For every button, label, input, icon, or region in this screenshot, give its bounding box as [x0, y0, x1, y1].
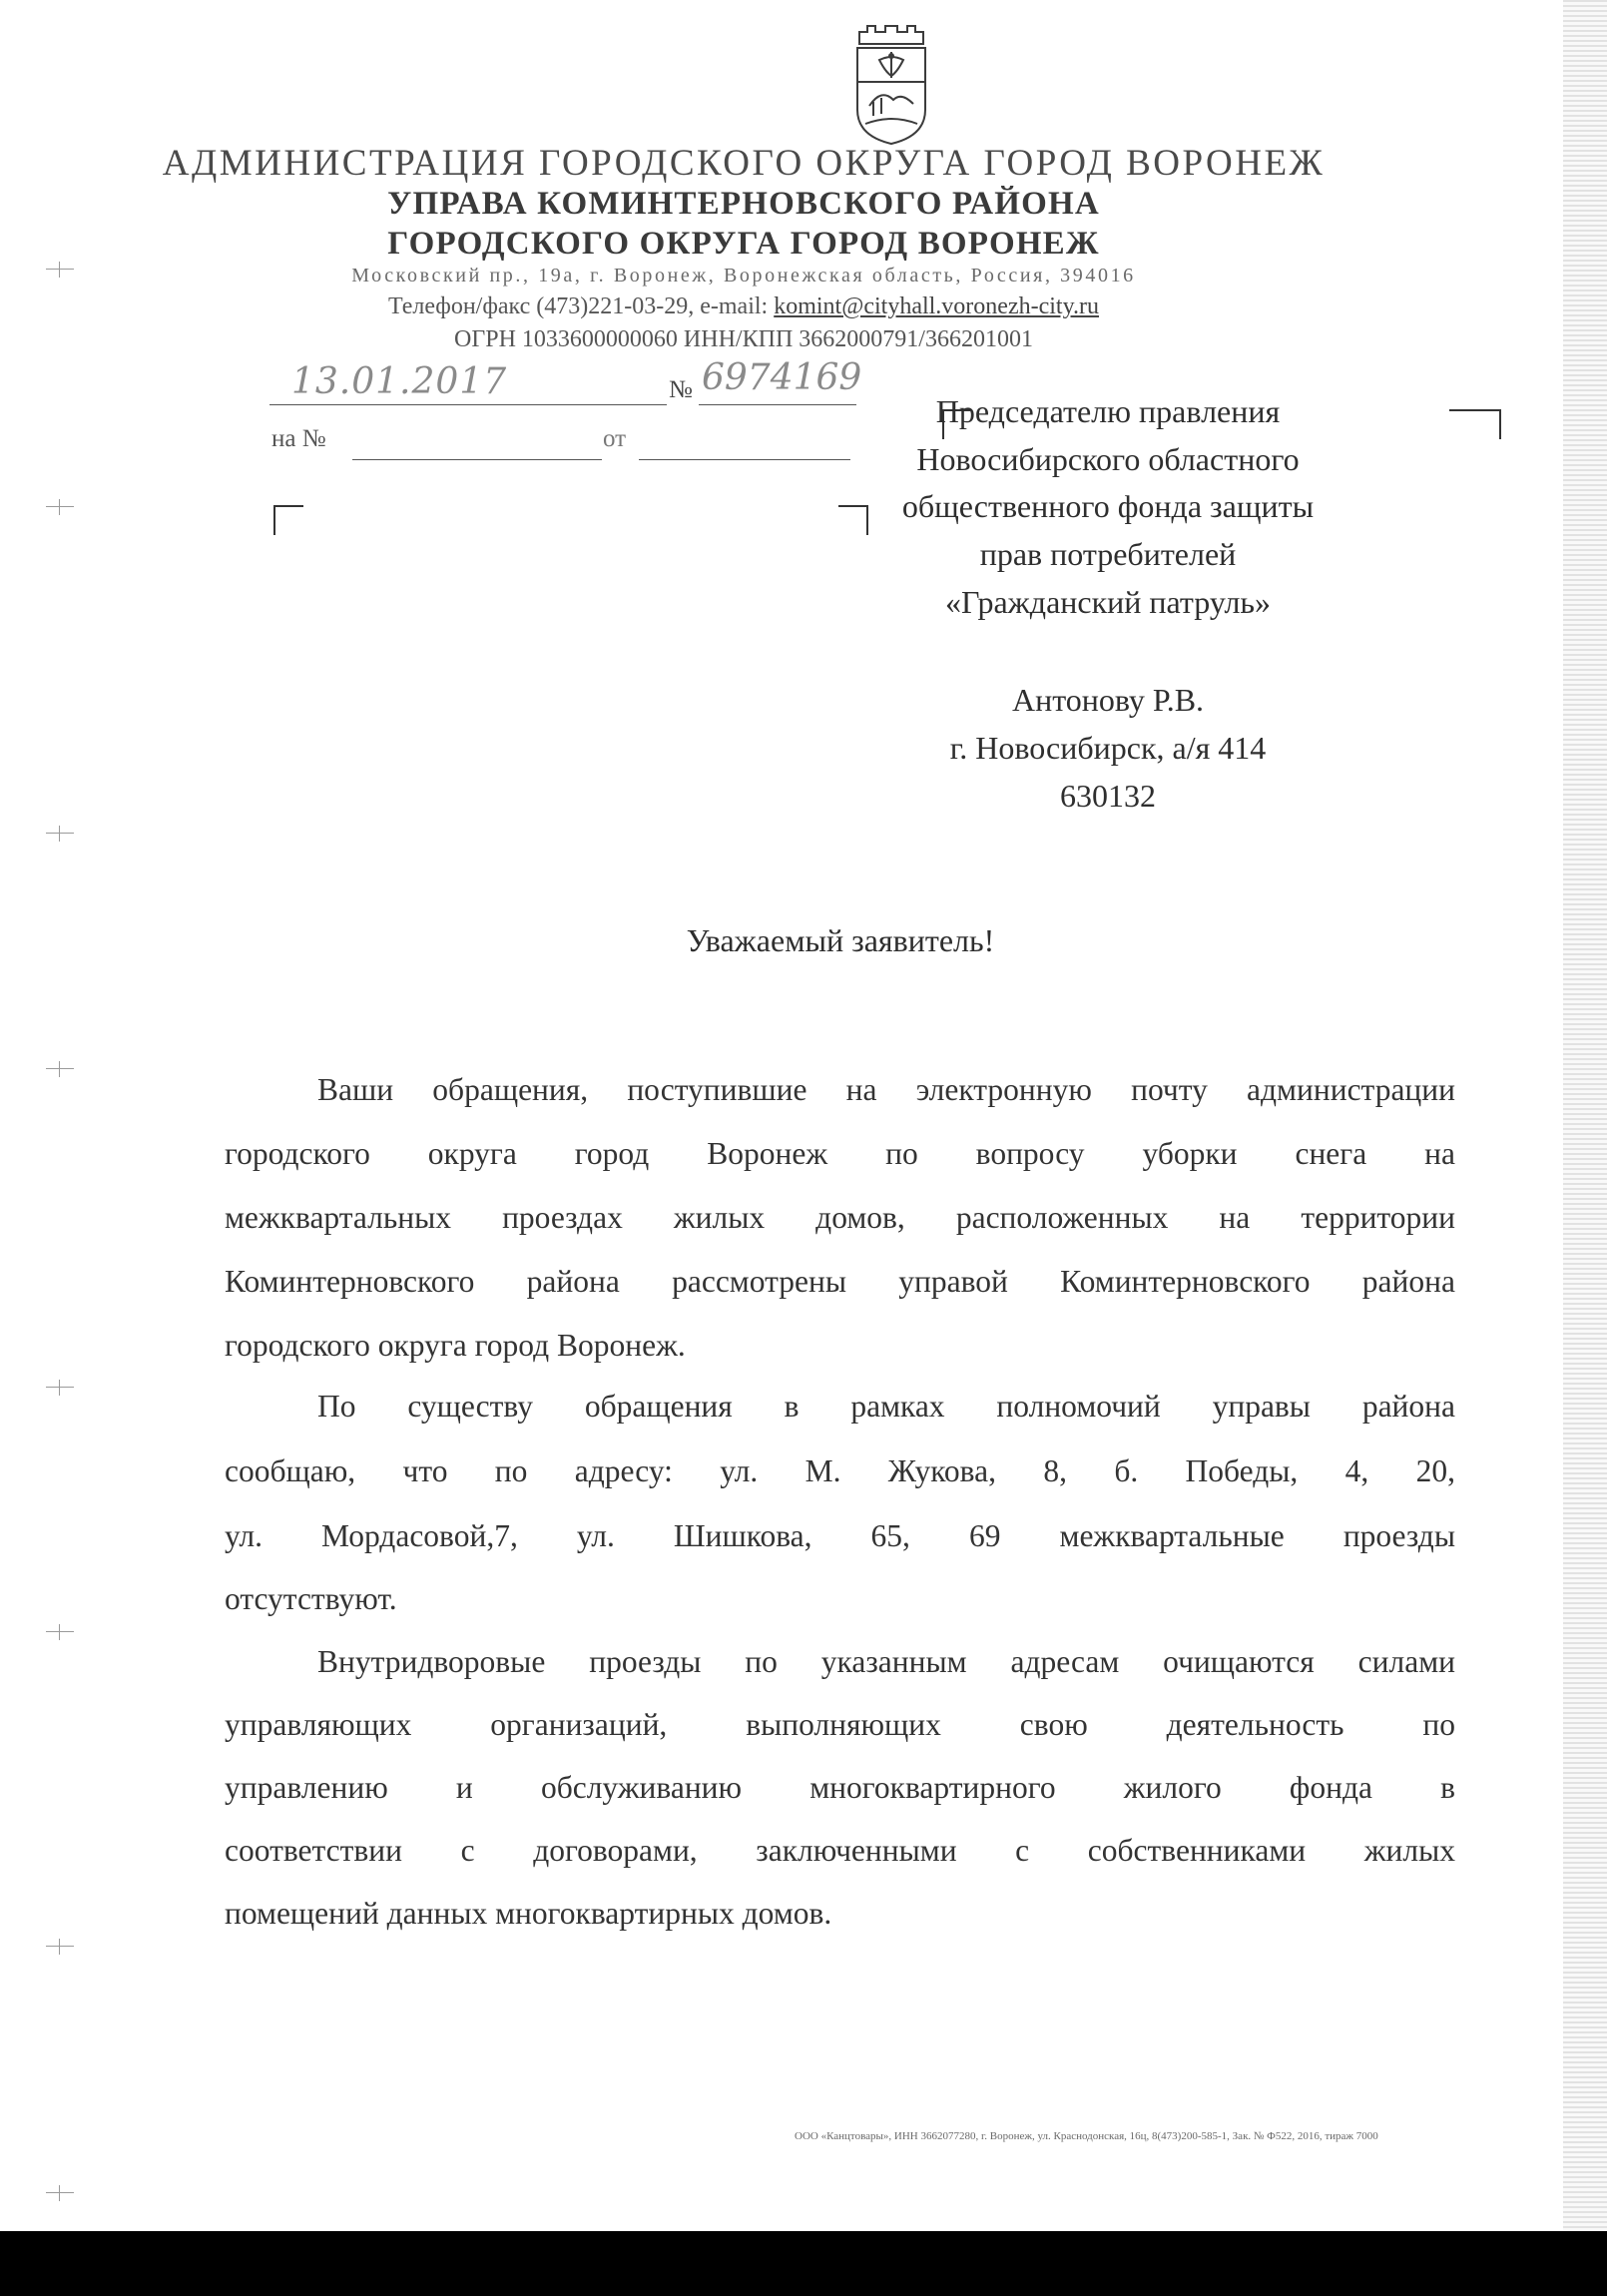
body-line: Коминтерновского района рассмотрены управой Коминтерновского района: [225, 1264, 1455, 1299]
email-link[interactable]: komint@cityhall.voronezh-city.ru: [774, 293, 1100, 319]
voronezh-coat-of-arms-icon: [851, 22, 931, 146]
reference-number-line: [352, 459, 602, 460]
recipient-line: общественного фонда защиты: [901, 488, 1315, 524]
salutation: Уважаемый заявитель!: [686, 922, 995, 958]
address-line: Московский пр., 19а, г. Воронеж, Воронежская область, Россия, 394016: [351, 265, 1136, 287]
punch-mark: [46, 499, 74, 515]
address-corner-right: [1449, 409, 1501, 439]
subject-corner-right: [838, 505, 868, 535]
city-title: ГОРОДСКОГО ОКРУГА ГОРОД ВОРОНЕЖ: [387, 226, 1100, 262]
ogrn-line: ОГРН 1033600000060 ИНН/КПП 3662000791/366201001: [454, 326, 1033, 352]
scan-bottom-band: [0, 2231, 1607, 2296]
punch-mark: [46, 2185, 74, 2201]
registration-date: 13.01.2017: [291, 361, 508, 402]
registration-number-label: №: [669, 376, 693, 403]
punch-mark: [46, 1380, 74, 1396]
recipient-name: Антонову Р.В.: [1011, 682, 1205, 718]
subject-corner-left: [273, 505, 303, 535]
phone-text: Телефон/факс (473)221-03-29, e-mail:: [387, 293, 775, 319]
punch-mark: [46, 826, 74, 842]
body-line: Внутридворовые проезды по указанным адресам очищаются силами: [317, 1644, 1455, 1679]
reference-date-line: [639, 459, 850, 460]
phone-email-line: [0, 293, 1487, 320]
body-line: соответствии с договорами, заключенными с собственниками жилых: [225, 1833, 1455, 1868]
reference-number-label: на №: [271, 425, 326, 452]
body-line: отсутствуют.: [225, 1581, 397, 1616]
recipient-line: прав потребителей: [979, 536, 1237, 572]
body-line: городского округа город Воронеж.: [225, 1328, 686, 1363]
body-line: управляющих организаций, выполняющих свою деятельность по: [225, 1707, 1455, 1742]
uprava-title: УПРАВА КОМИНТЕРНОВСКОГО РАЙОНА: [387, 186, 1100, 222]
body-line: управлению и обслуживанию многоквартирного жилого фонда в: [225, 1770, 1455, 1805]
body-line: помещений данных многоквартирных домов.: [225, 1896, 832, 1931]
body-line: межквартальных проездах жилых домов, расположенных на территории: [225, 1200, 1455, 1235]
reference-date-label: от: [603, 425, 627, 452]
body-line: По существу обращения в рамках полномочий управы района: [317, 1389, 1455, 1424]
recipient-line: Председателю правления: [935, 393, 1281, 429]
recipient-line: Новосибирского областного: [916, 441, 1300, 477]
registration-date-line: [269, 404, 667, 405]
recipient-postal-code: 630132: [1060, 778, 1156, 814]
body-line: Ваши обращения, поступившие на электронную почту администрации: [317, 1072, 1455, 1107]
registration-number-line: [699, 404, 856, 405]
admin-title: АДМИНИСТРАЦИЯ ГОРОДСКОГО ОКРУГА ГОРОД ВОРОНЕЖ: [162, 143, 1326, 184]
body-line: городского округа город Воронеж по вопросу уборки снега на: [225, 1136, 1455, 1171]
punch-mark: [46, 1061, 74, 1077]
registration-number: 6974169: [702, 357, 862, 398]
body-line: сообщаю, что по адресу: ул. М. Жукова, 8, б. Победы, 4, 20,: [225, 1453, 1455, 1488]
body-line: ул. Мордасовой,7, ул. Шишкова, 65, 69 межквартальные проезды: [225, 1518, 1455, 1553]
footer-print-info: ООО «Канцтовары», ИНН 3662077280, г. Воронеж, ул. Краснодонская, 16ц, 8(473)200-585-1, Зак. № Ф522, 2016, тираж 7000: [795, 2130, 1378, 2142]
recipient-address: г. Новосибирск, а/я 414: [949, 730, 1267, 766]
punch-mark: [46, 1939, 74, 1955]
punch-mark: [46, 1624, 74, 1640]
scanner-edge-strip: [1563, 0, 1607, 2231]
recipient-line: «Гражданский патруль»: [944, 584, 1272, 620]
